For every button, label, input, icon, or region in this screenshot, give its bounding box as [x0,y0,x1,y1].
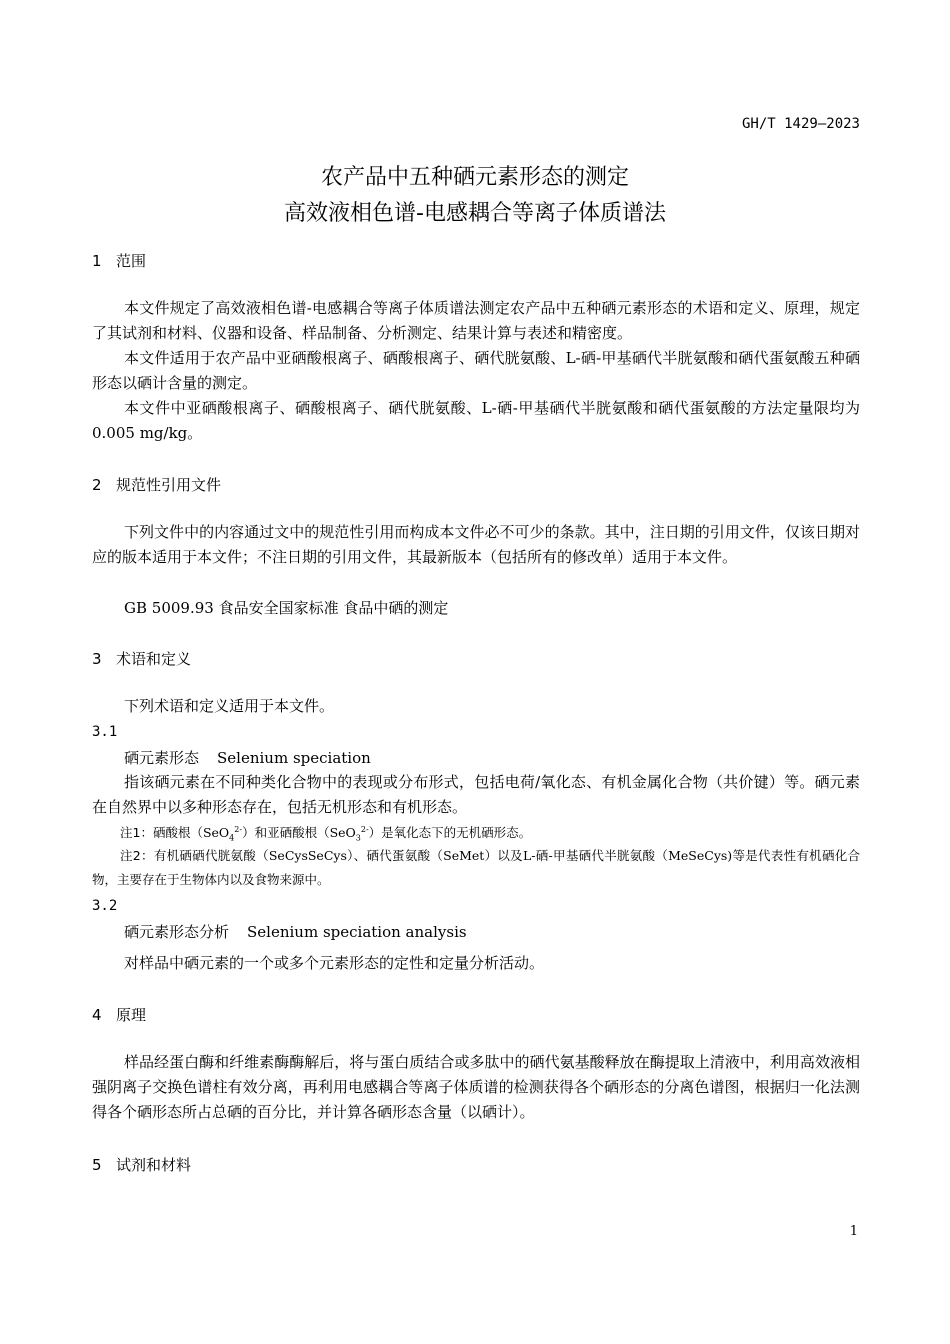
section-number: 3 [92,650,102,668]
terms-intro: 下列术语和定义适用于本文件。 [124,697,335,715]
section-number: 2 [92,476,102,494]
section-3-heading [92,648,191,669]
term-english: Selenium speciation [217,749,371,767]
section-number: 4 [92,1006,102,1024]
section-4-heading [92,1004,146,1025]
term-english: Selenium speciation analysis [247,923,467,941]
note-label: 注1： [120,825,153,841]
scope-paragraph-3: 本文件中亚硒酸根离子、硒酸根离子、硒代胱氨酸、L-硒-甲基硒代半胱氨酸和硒代蛋氨酸的方法定量限均为0.005 mg/kg。 [92,399,860,442]
document-title-line1: 农产品中五种硒元素形态的测定 [320,165,629,190]
references-paragraph: 下列文件中的内容通过文中的规范性引用而构成本文件必不可少的条款。其中，注日期的引用文件，仅该日期对应的版本适用于本文件；不注日期的引用文件，其最新版本（包括所有的修改单）适用于本文件。 [92,523,860,566]
note-1: 注1：硒酸根（SeO$_4^{2-}$）和亚硒酸根（SeO$_3^{2-}$）是氧化态下的无机硒形态。 [120,825,532,843]
clause-number: 3.1 [92,724,118,740]
document-title-line2: 高效液相色谱-电感耦合等离子体质谱法 [284,201,666,226]
note-2: 注2：有机硒硒代胱氨酸（SeCysSeCys）、硒代蛋氨酸（SeMet）以及L-硒-甲基硒代半胱氨酸（MeSeCys)等是代表性有机硒化合物，主要存在于生物体内以及食物来源中。 [92,848,861,887]
clause-number: 3.2 [92,898,118,914]
section-title: 规范性引用文件 [116,476,222,494]
note-label: 注2： [120,848,154,863]
section-2-heading [92,474,221,495]
term-definition: 指该硒元素在不同种类化合物中的表现或分布形式，包括电荷/氧化态、有机金属化合物（共价键）等。硒元素在自然界中以多种形态存在，包括无机形态和有机形态。 [92,773,860,816]
section-title: 试剂和材料 [116,1156,192,1174]
section-title: 原理 [116,1006,147,1024]
section-1-heading [92,250,146,271]
section-number: 1 [92,252,102,270]
standard-number: GH/T 1429—2023 [741,116,860,132]
scope-paragraph-1: 本文件规定了高效液相色谱-电感耦合等离子体质谱法测定农产品中五种硒元素形态的术语和定义、原理，规定了其试剂和材料、仪器和设备、样品制备、分析测定、结果计算与表述和精密度。 [92,299,860,342]
scope-paragraph-2: 本文件适用于农产品中亚硒酸根离子、硒酸根离子、硒代胱氨酸、L-硒-甲基硒代半胱氨酸和硒代蛋氨酸五种硒形态以硒计含量的测定。 [92,349,860,392]
section-title: 术语和定义 [116,650,192,668]
reference-item: GB 5009.93 食品安全国家标准 食品中硒的测定 [124,599,449,617]
page-number: 1 [849,1224,858,1239]
term-entry [124,921,467,942]
term-chinese: 硒元素形态 [124,749,200,767]
term-definition: 对样品中硒元素的一个或多个元素形态的定性和定量分析活动。 [124,954,545,972]
section-number: 5 [92,1156,102,1174]
principle-paragraph: 样品经蛋白酶和纤维素酶酶解后，将与蛋白质结合或多肽中的硒代氨基酸释放在酶提取上清液中，利用高效液相强阴离子交换色谱柱有效分离，再利用电感耦合等离子体质谱的检测获得各个硒形态的分离色谱图，根据归一化法测得各个硒形态所占总硒的百分比，并计算各硒形态含量（以硒计）。 [92,1053,860,1121]
term-chinese: 硒元素形态分析 [124,923,230,941]
section-title: 范围 [116,252,147,270]
term-entry [124,747,371,768]
section-5-heading [92,1154,191,1175]
